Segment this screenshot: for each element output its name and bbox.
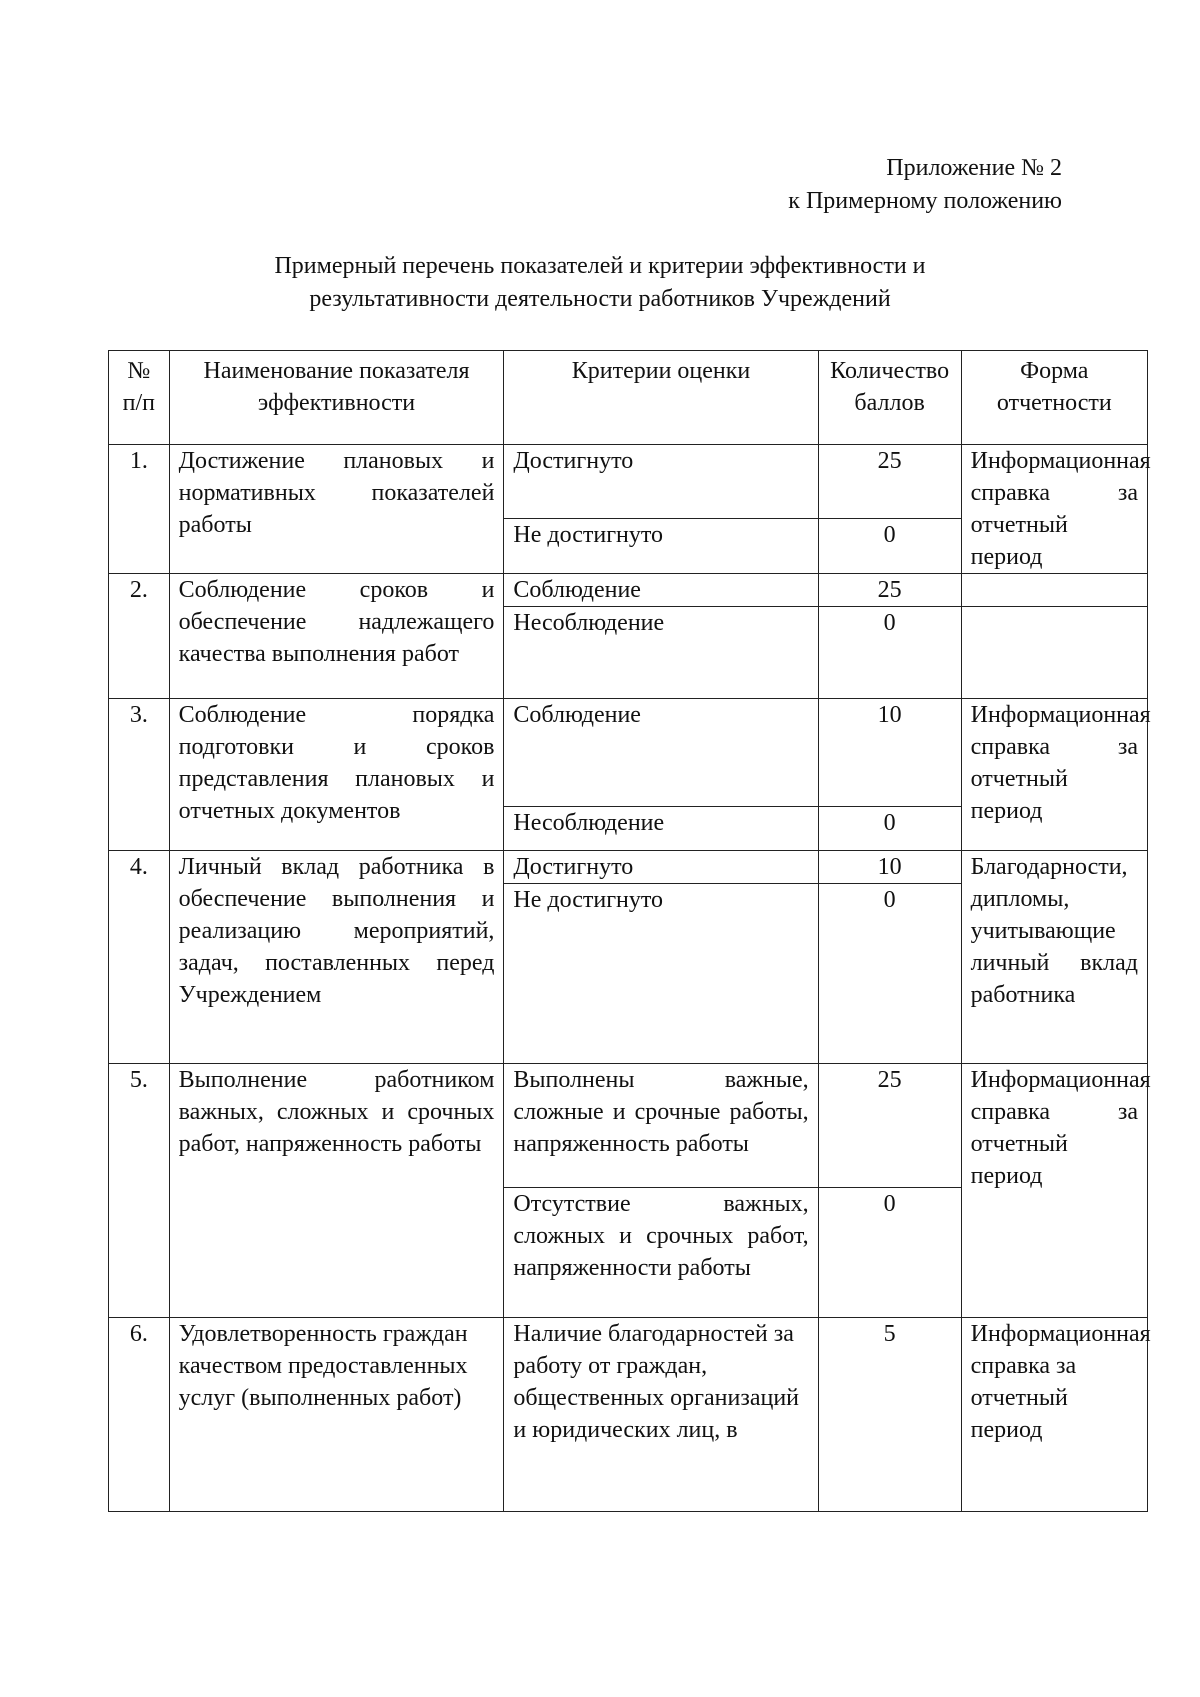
report-form [961, 574, 1147, 607]
points-value: 0 [818, 607, 961, 699]
header-indicator: Наименование показателя эффективности [169, 351, 504, 445]
table-row [109, 574, 1148, 607]
appendix-reference-line: к Примерному положению [788, 188, 1062, 214]
points-value: 25 [818, 574, 961, 607]
criteria-text: Соблюдение [504, 699, 818, 807]
criteria-text: Выполнены важные, сложные и срочные работы, напряженность работы [504, 1064, 818, 1188]
table-row [109, 851, 1148, 884]
criteria-text: Наличие благодарностей за работу от граждан, общественных организаций и юридических лиц, в [504, 1318, 818, 1512]
header-points: Количество баллов [818, 351, 961, 445]
indicator-name: Соблюдение сроков и обеспечение надлежащего качества выполнения работ [169, 574, 504, 699]
criteria-text: Достигнуто [504, 851, 818, 884]
criteria-text: Отсутствие важных, сложных и срочных работ, напряженности работы [504, 1188, 818, 1318]
points-value: 0 [818, 1188, 961, 1318]
appendix-reference [642, 152, 1062, 218]
header-criteria: Критерии оценки [504, 351, 818, 445]
report-form: Информационная справка за отчетный период [961, 445, 1147, 574]
points-value: 0 [818, 884, 961, 1064]
points-value: 10 [818, 699, 961, 807]
indicator-name: Соблюдение порядка подготовки и сроков представления плановых и отчетных документов [169, 699, 504, 851]
row-number: 1. [109, 445, 170, 574]
criteria-text: Несоблюдение [504, 807, 818, 851]
points-value: 10 [818, 851, 961, 884]
criteria-text: Не достигнуто [504, 884, 818, 1064]
indicator-name: Достижение плановых и нормативных показателей работы [169, 445, 504, 574]
indicator-name: Выполнение работником важных, сложных и срочных работ, напряженность работы [169, 1064, 504, 1318]
report-form: Информационная справка за отчетный период [961, 1318, 1147, 1512]
row-number: 5. [109, 1064, 170, 1318]
table-row [109, 1064, 1148, 1188]
table-row [109, 699, 1148, 807]
document-title-line-2: результативности деятельности работников Учреждений [309, 286, 891, 312]
table-row [109, 1318, 1148, 1512]
indicator-name: Личный вклад работника в обеспечение выполнения и реализацию мероприятий, задач, поставленных перед Учреждением [169, 851, 504, 1064]
criteria-table [108, 350, 1151, 1512]
appendix-number: Приложение № 2 [886, 155, 1062, 181]
points-value: 0 [818, 519, 961, 574]
criteria-text: Не достигнуто [504, 519, 818, 574]
document-title [100, 250, 1100, 316]
table-header-row [109, 351, 1148, 445]
report-form: Благодарности, дипломы, учитывающие личный вклад работника [961, 851, 1147, 1064]
points-value: 25 [818, 1064, 961, 1188]
table-row [109, 445, 1148, 519]
header-num: № п/п [109, 351, 170, 445]
row-number: 4. [109, 851, 170, 1064]
criteria-text: Несоблюдение [504, 607, 818, 699]
points-value: 0 [818, 807, 961, 851]
criteria-text: Соблюдение [504, 574, 818, 607]
report-form-empty [961, 607, 1147, 699]
report-form: Информационная справка за отчетный период [961, 699, 1147, 851]
points-value: 5 [818, 1318, 961, 1512]
header-form: Форма отчетности [961, 351, 1147, 445]
indicator-name: Удовлетворенность граждан качеством предоставленных услуг (выполненных работ) [169, 1318, 504, 1512]
document-title-line-1: Примерный перечень показателей и критерии эффективности и [274, 253, 926, 279]
row-number: 6. [109, 1318, 170, 1512]
criteria-text: Достигнуто [504, 445, 818, 519]
points-value: 25 [818, 445, 961, 519]
row-number: 2. [109, 574, 170, 699]
report-form: Информационная справка за отчетный период [961, 1064, 1147, 1318]
row-number: 3. [109, 699, 170, 851]
